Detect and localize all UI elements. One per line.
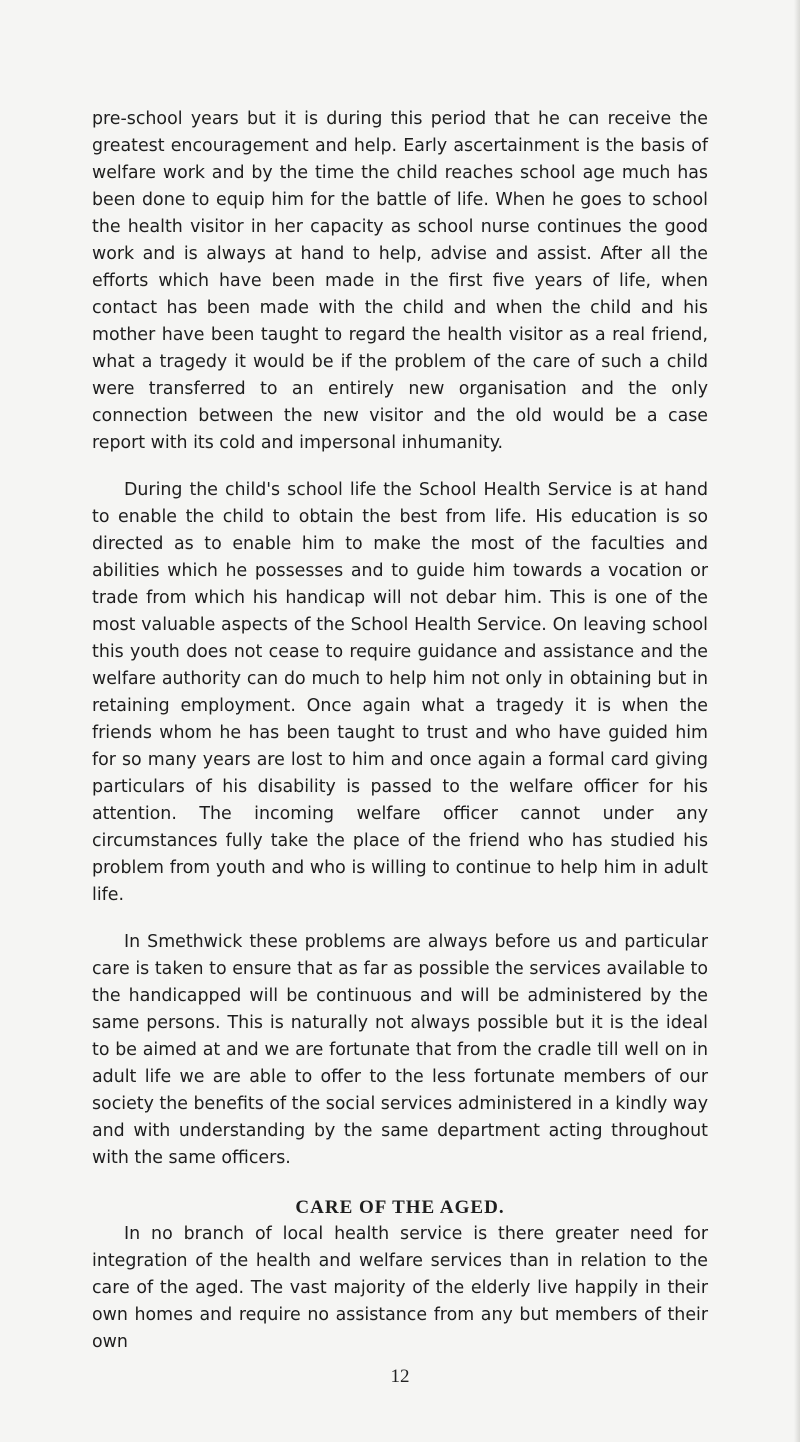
paragraph-smethwick: In Smethwick these problems are always before us and particular care is taken to ensure that as far as possible the services available to the handicapped will be continuous and will be administered by the same persons. This is naturally not always possible but it is the ideal to be aimed at and we are fortunate that from the cradle till well on in adult life we are able to offer to the less fortunate members of our society the benefits of the social services administered in a kindly way and with understanding by the same department acting throughout with the same officers.	[92, 932, 708, 1168]
paragraph-aged: In no branch of local health service is there greater need for integration of the health and welfare services than in relation to the care of the aged. The vast majority of the elderly live happily in their own homes and require no assistance from any but members of their own	[92, 1224, 708, 1352]
page-number: 12	[390, 1366, 410, 1387]
paragraph-school-life: During the child's school life the School Health Service is at hand to enable the child to obtain the best from life. His education is so directed as to enable him to make the most of the faculties and abilities which he possesses and to guide him towards a vocation or trade from which his handicap will not debar him. This is one of the most valuable aspects of the School Health Service. On leaving school this youth does not cease to require guidance and assistance and the welfare authority can do much to help him not only in obtaining but in retaining employment. Once again what a tragedy it is when the friends whom he has been taught to trust and who have guided him for so many years are lost to him and once again a formal card giving particulars of his disability is passed to the welfare officer for his attention. The incoming welfare officer cannot under any circumstances fully take the place of the friend who has studied his problem from youth and who is willing to continue to help him in adult life.	[92, 480, 708, 905]
paragraph-gap	[92, 909, 708, 929]
paragraph-continuation: pre-school years but it is during this period that he can receive the greatest encouragement and help. Early ascertainment is the basis of welfare work and by the time the child reaches school age much has been done to equip him for the battle of life. When he goes to school the health visitor in her capacity as school nurse continues the good work and is always at hand to help, advise and assist. After all the efforts which have been made in the first five years of life, when contact has been made with the child and when the child and his mother have been taught to regard the health visitor as a real friend, what a tragedy it would be if the problem of the care of such a child were transferred to an entirely new organisation and the only connection between the new visitor and the old would be a case report with its cold and impersonal inhumanity.	[92, 109, 708, 453]
section-heading: CARE OF THE AGED.	[295, 1197, 505, 1218]
page-edge-shadow	[794, 0, 800, 1442]
paragraph-gap	[92, 457, 708, 477]
body-text	[92, 106, 708, 1356]
